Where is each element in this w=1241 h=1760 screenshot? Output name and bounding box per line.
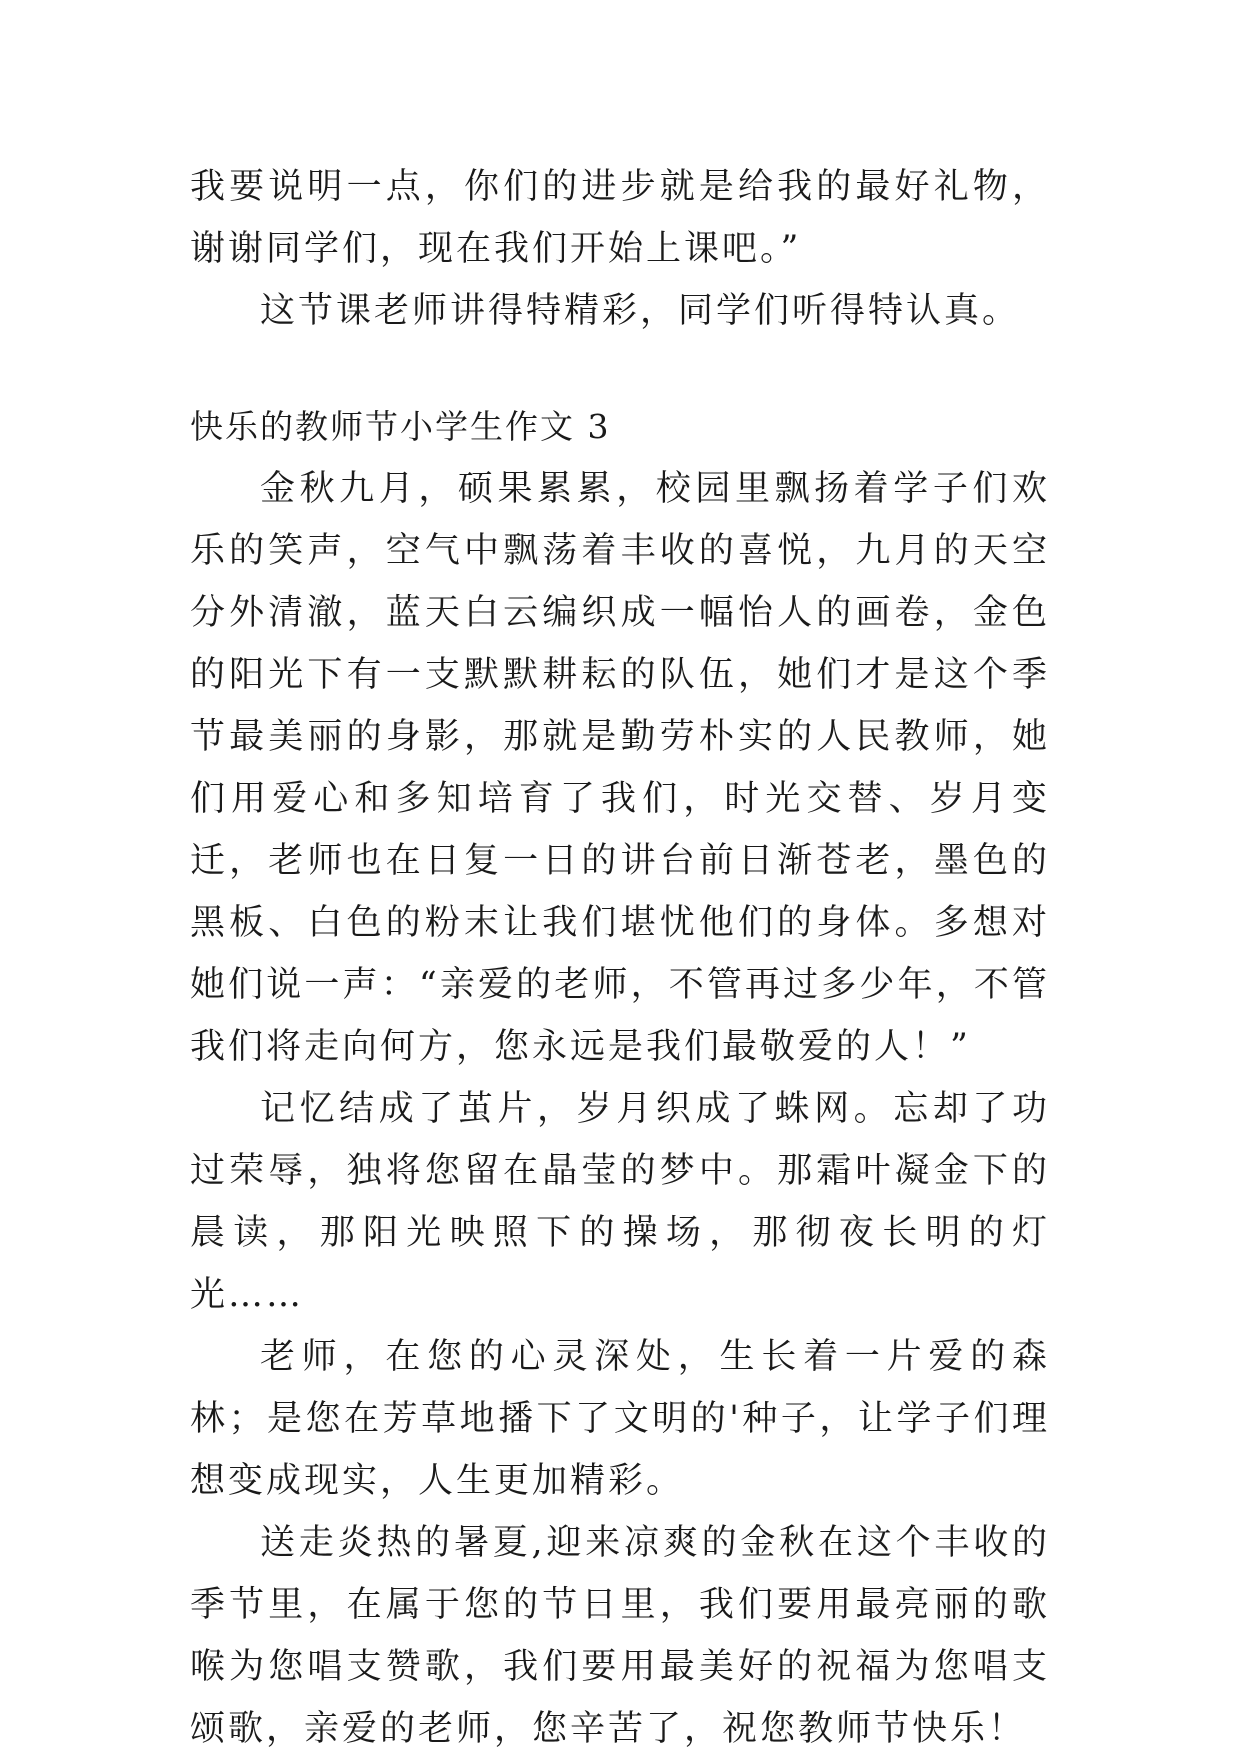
paragraph: 这节课老师讲得特精彩，同学们听得特认真。 <box>260 291 1021 331</box>
paragraph: 老师，在您的心灵深处，生长着一片爱的森林；是您在芳草地播下了文明的'种子，让学子们理想变成现实，人生更加精彩。 <box>190 1337 1050 1501</box>
paragraph-continuation: 我要说明一点，你们的进步就是给我的最好礼物，谢谢同学们，现在我们开始上课吧。” <box>190 167 1050 269</box>
paragraph: 记忆结成了茧片，岁月织成了蛛网。忘却了功过荣辱，独将您留在晶莹的梦中。那霜叶凝金下的晨读，那阳光映照下的操场，那彻夜长明的灯光…… <box>190 1089 1050 1315</box>
essay-section <box>190 396 1050 1760</box>
section-title: 快乐的教师节小学生作文 3 <box>190 407 611 446</box>
paragraph: 金秋九月，硕果累累，校园里飘扬着学子们欢乐的笑声，空气中飘荡着丰收的喜悦，九月的天空分外清澈，蓝天白云编织成一幅怡人的画卷，金色的阳光下有一支默默耕耘的队伍，她们才是这个季节最美丽的身影，那就是勤劳朴实的人民教师，她们用爱心和多知培育了我们，时光交替、岁月变迁，老师也在日复一日的讲台前日渐苍老，墨色的黑板、白色的粉末让我们堪忧他们的身体。多想对她们说一声：“亲爱的老师，不管再过多少年，不管我们将走向何方，您永远是我们最敬爱的人！” <box>190 469 1050 1067</box>
paragraph: 送走炎热的暑夏,迎来凉爽的金秋在这个丰收的季节里，在属于您的节日里，我们要用最亮丽的歌喉为您唱支赞歌，我们要用最美好的祝福为您唱支颂歌，亲爱的老师，您辛苦了，祝您教师节快乐！ <box>190 1523 1050 1749</box>
previous-section-ending <box>190 156 1050 342</box>
